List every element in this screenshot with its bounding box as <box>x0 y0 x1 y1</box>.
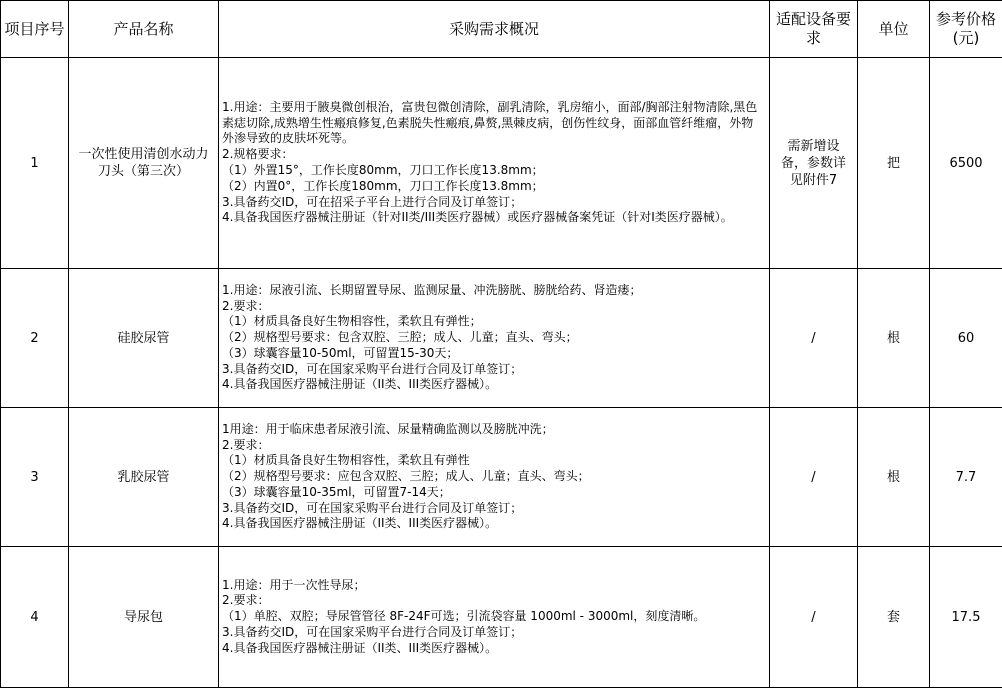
requirement-line: 4.具备我国医疗器械注册证（针对II类/III类医疗器械）或医疗器械备案凭证（针对I类医疗器械）。 <box>222 210 765 226</box>
product-name: 导尿包 <box>69 547 219 688</box>
item-no: 2 <box>1 269 69 408</box>
requirement-line: （3）球囊容量10-50ml，可留置15-30天； <box>222 346 765 362</box>
requirement-line: 2.规格要求： <box>222 147 765 163</box>
requirement-line: 1用途：用于临床患者尿液引流、尿量精确监测以及膀胱冲洗； <box>222 422 765 438</box>
product-name: 乳胶尿管 <box>69 408 219 547</box>
requirement-line: （3）球囊容量10-35ml，可留置7-14天； <box>222 485 765 501</box>
requirement-line: 1.用途：尿液引流、长期留置导尿、监测尿量、冲洗膀胱、膀胱给药、肾造瘘； <box>222 283 765 299</box>
requirement-line: 4.具备我国医疗器械注册证（II类、III类医疗器械）。 <box>222 516 765 532</box>
header-equipment: 适配设备要求 <box>770 1 858 58</box>
requirement-line: （2）规格型号要求：包含双腔、三腔；成人、儿童；直头、弯头； <box>222 330 765 346</box>
requirements-cell <box>219 58 770 269</box>
requirement-line: 1.用途：主要用于腋臭微创根治，富贵包微创清除，副乳清除，乳房缩小，面部/胸部注射物清除,黑色素痣切除,成熟增生性瘢痕修复,色素脱失性瘢痕,鼻赘,黑棘皮病，创伤性纹身，面部血管纤维瘤，外物外渗导致的皮肤坏死等。 <box>222 100 765 147</box>
table-row <box>1 269 1002 408</box>
unit: 套 <box>858 547 930 688</box>
requirements-cell <box>219 269 770 408</box>
equipment-requirement: / <box>770 408 858 547</box>
unit: 根 <box>858 269 930 408</box>
requirement-line: 3.具备药交ID，可在招采子平台上进行合同及订单签订； <box>222 195 765 211</box>
equipment-requirement: / <box>770 547 858 688</box>
requirement-line: 2.要求： <box>222 593 765 609</box>
requirement-line: 3.具备药交ID，可在国家采购平台进行合同及订单签订； <box>222 362 765 378</box>
product-name: 硅胶尿管 <box>69 269 219 408</box>
requirement-line: （1）单腔、双腔；导尿管管径 8F-24F可选；引流袋容量 1000ml - 3000ml，刻度清晰。 <box>222 609 765 625</box>
requirement-line: （2）规格型号要求：应包含双腔、三腔；成人、儿童；直头、弯头； <box>222 469 765 485</box>
equipment-requirement: 需新增设备，参数详见附件7 <box>770 58 858 269</box>
unit: 把 <box>858 58 930 269</box>
header-unit: 单位 <box>858 1 930 58</box>
item-no: 3 <box>1 408 69 547</box>
header-price: 参考价格(元) <box>930 1 1002 58</box>
reference-price: 6500 <box>930 58 1002 269</box>
requirements-cell <box>219 408 770 547</box>
unit: 根 <box>858 408 930 547</box>
requirement-line: （1）材质具备良好生物相容性，柔软且有弹性； <box>222 314 765 330</box>
header-requirements: 采购需求概况 <box>219 1 770 58</box>
table-row <box>1 547 1002 688</box>
table-row <box>1 58 1002 269</box>
header-row <box>1 1 1002 58</box>
requirement-line: 4.具备我国医疗器械注册证（II类、III类医疗器械）。 <box>222 641 765 657</box>
requirement-line: 1.用途：用于一次性导尿； <box>222 578 765 594</box>
product-name: 一次性使用清创水动力刀头（第三次） <box>69 58 219 269</box>
requirement-line: 3.具备药交ID，可在国家采购平台进行合同及订单签订； <box>222 501 765 517</box>
requirements-cell <box>219 547 770 688</box>
item-no: 4 <box>1 547 69 688</box>
requirement-line: 2.要求： <box>222 299 765 315</box>
requirement-line: （1）外置15°，工作长度80mm，刀口工作长度13.8mm； <box>222 163 765 179</box>
requirement-line: （1）材质具备良好生物相容性，柔软且有弹性 <box>222 453 765 469</box>
reference-price: 60 <box>930 269 1002 408</box>
header-product-name: 产品名称 <box>69 1 219 58</box>
item-no: 1 <box>1 58 69 269</box>
requirement-line: 3.具备药交ID，可在国家采购平台进行合同及订单签订； <box>222 625 765 641</box>
reference-price: 17.5 <box>930 547 1002 688</box>
reference-price: 7.7 <box>930 408 1002 547</box>
requirement-line: （2）内置0°，工作长度180mm，刀口工作长度13.8mm； <box>222 179 765 195</box>
requirement-line: 4.具备我国医疗器械注册证（II类、III类医疗器械）。 <box>222 377 765 393</box>
header-item-no: 项目序号 <box>1 1 69 58</box>
table-row <box>1 408 1002 547</box>
equipment-requirement: / <box>770 269 858 408</box>
requirement-line: 2.要求： <box>222 438 765 454</box>
